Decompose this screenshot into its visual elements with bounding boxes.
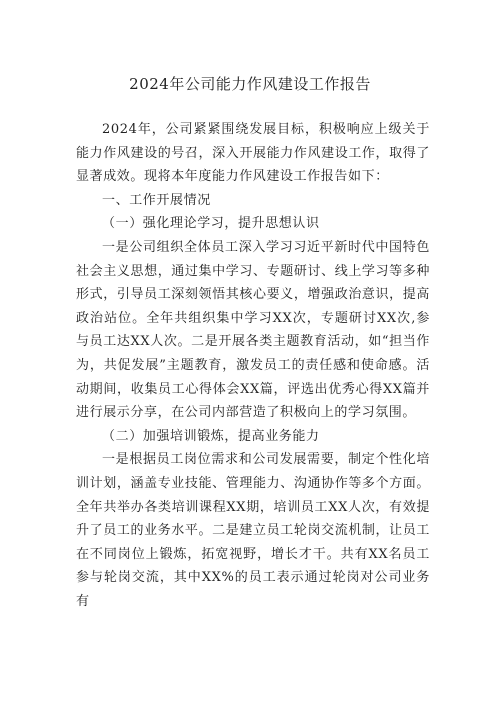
subsection-heading-1: （一）强化理论学习，提升思想认识 bbox=[102, 216, 320, 232]
document-body bbox=[76, 118, 430, 613]
subsection-1-paragraph: 一是公司组织全体员工深入学习习近平新时代中国特色社会主义思想，通过集中学习、专题研讨、线上学习等多种形式，引导员工深刻领悟其核心要义，增强政治意识，提高政治站位。全年共组织集中学习XX次，专题研讨XX次,参与员工达XX人次。二是开展各类主题教育活动，如“担当作为，共促发展”主题教育，激发员工的责任感和使命感。活动期间，收集员工心得体会XX篇，评选出优秀心得XX篇并进行展示分享，在公司内部营造了积极向上的学习氛围。 bbox=[76, 239, 430, 421]
subsection-heading-2: （二）加强培训锻炼，提高业务能力 bbox=[102, 428, 320, 444]
intro-paragraph: 2024年，公司紧紧围绕发展目标，积极响应上级关于能力作风建设的号召，深入开展能力作风建设工作，取得了显著成效。现将本年度能力作风建设工作报告如下： bbox=[76, 122, 430, 185]
subsection-2-paragraph: 一是根据员工岗位需求和公司发展需要，制定个性化培训计划，涵盖专业技能、管理能力、沟通协作等多个方面。全年共举办各类培训课程XX期，培训员工XX人次，有效提升了员工的业务水平。二是建立员工轮岗交流机制，让员工在不同岗位上锻炼，拓宽视野，增长才干。共有XX名员工参与轮岗交流，其中XX%的员工表示通过轮岗对公司业务有 bbox=[76, 452, 430, 609]
section-heading-1: 一、工作开展情况 bbox=[102, 192, 211, 208]
document-title: 2024年公司能力作风建设工作报告 bbox=[129, 75, 371, 93]
